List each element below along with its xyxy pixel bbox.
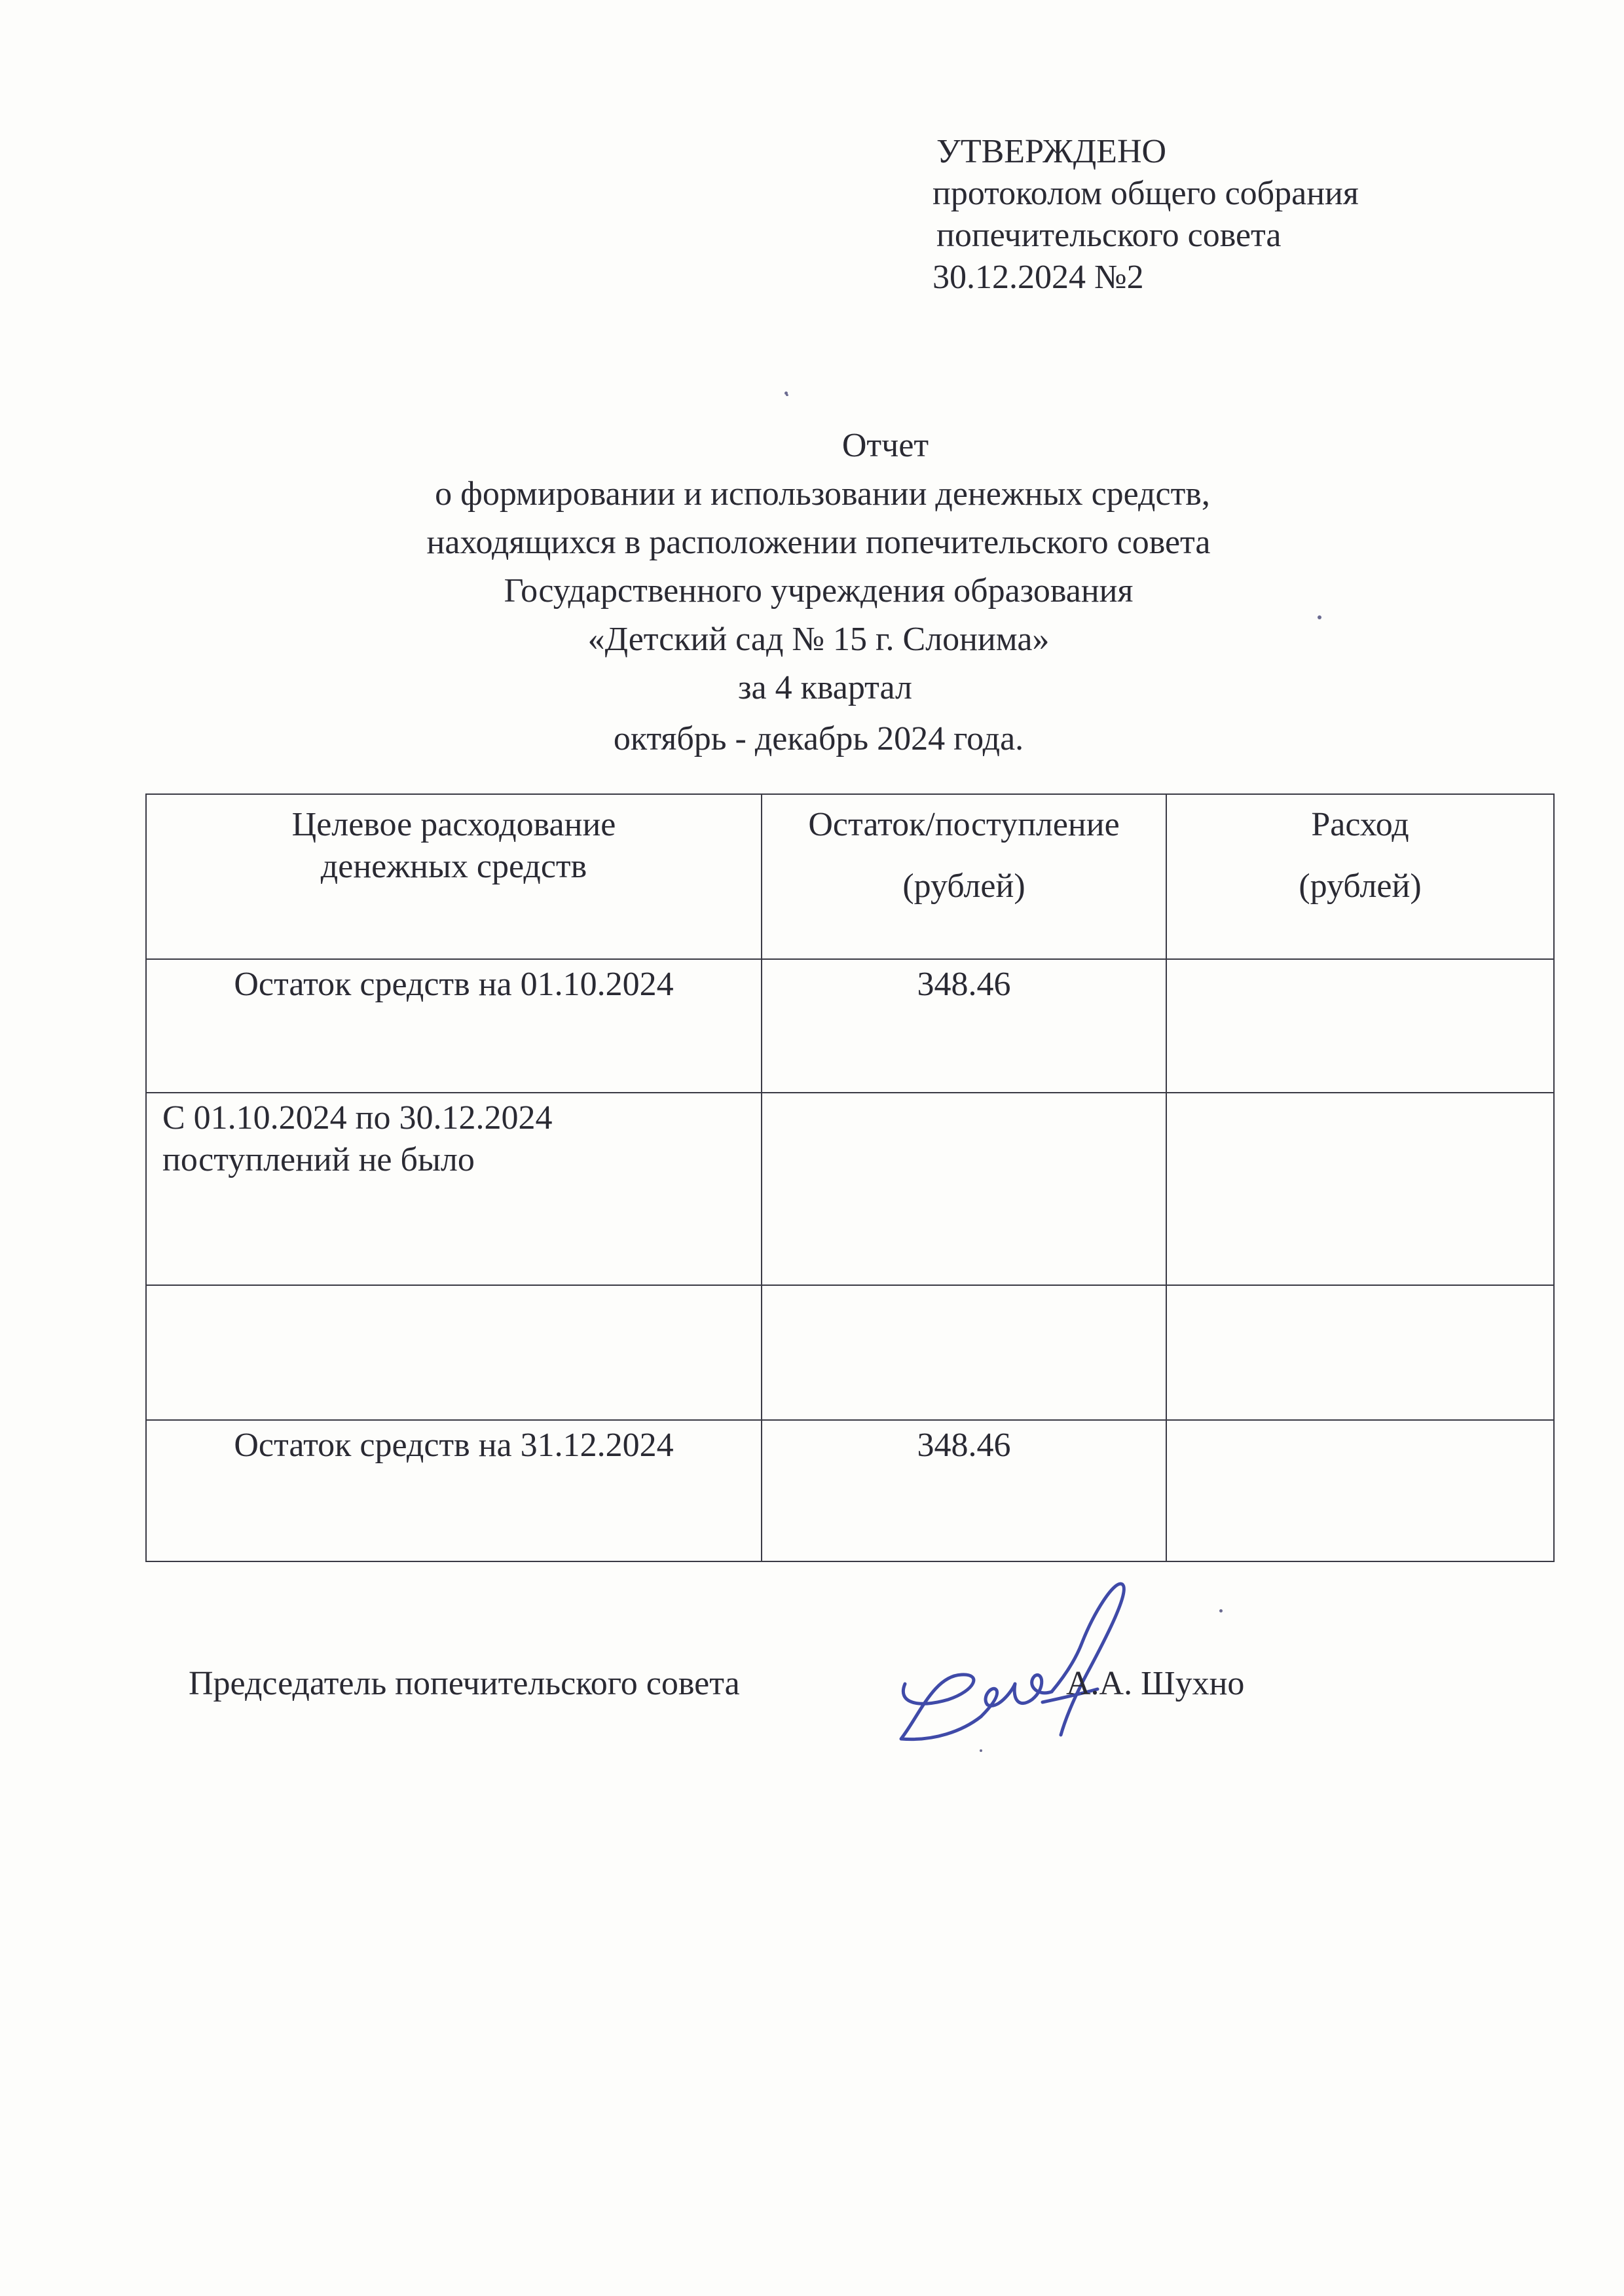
scan-speck xyxy=(980,1749,982,1752)
header-expense-unit: (рублей) xyxy=(1299,867,1422,905)
row1-purpose: Остаток средств на 01.10.2024 xyxy=(146,959,762,1093)
header-income-line1: Остаток/поступление xyxy=(808,806,1120,843)
row2-expense xyxy=(1166,1093,1554,1285)
header-purpose-line1: Целевое расходование xyxy=(291,806,616,843)
handwritten-signature xyxy=(871,1545,1159,1768)
scan-speck xyxy=(1219,1609,1223,1613)
title-line-5: «Детский сад № 15 г. Слонима» xyxy=(587,621,1050,658)
row4-expense xyxy=(1166,1420,1554,1561)
title-line-1: Отчет xyxy=(841,427,929,464)
approval-stamp xyxy=(932,131,1522,299)
approval-date-line: 30.12.2024 №2 xyxy=(932,259,1144,296)
row3-income xyxy=(762,1285,1166,1420)
header-income xyxy=(762,794,1166,959)
header-expense-line1: Расход xyxy=(1311,806,1409,843)
row3-purpose xyxy=(146,1285,762,1420)
report-table xyxy=(145,793,1555,1562)
row2-purpose xyxy=(146,1093,762,1285)
chairman-name: А.А. Шухно xyxy=(1066,1665,1245,1702)
row1-income: 348.46 xyxy=(762,959,1166,1093)
row2-income xyxy=(762,1093,1166,1285)
title-line-4: Государственного учреждения образования xyxy=(504,572,1134,610)
title-line-3: находящихся в расположении попечительского совета xyxy=(426,524,1211,561)
header-income-unit: (рублей) xyxy=(902,867,1025,905)
row2-purpose-line1: С 01.10.2024 по 30.12.2024 xyxy=(162,1099,553,1137)
title-line-2: о формировании и использовании денежных средств, xyxy=(435,475,1210,513)
row3-expense xyxy=(1166,1285,1554,1420)
table-row xyxy=(146,1420,1554,1561)
row4-purpose: Остаток средств на 31.12.2024 xyxy=(146,1420,762,1561)
title-line-7: октябрь - декабрь 2024 года. xyxy=(613,720,1024,757)
header-purpose xyxy=(146,794,762,959)
header-purpose-line2: денежных средств xyxy=(320,848,587,885)
approval-protocol-line: протоколом общего собрания xyxy=(932,175,1359,212)
chairman-title: Председатель попечительского совета xyxy=(189,1665,740,1702)
header-expense xyxy=(1166,794,1554,959)
row1-expense xyxy=(1166,959,1554,1093)
table-row xyxy=(146,1093,1554,1285)
row2-purpose-line2: поступлений не было xyxy=(162,1141,475,1178)
table-header-row xyxy=(146,794,1554,959)
scan-speck xyxy=(786,394,788,396)
table-row xyxy=(146,1285,1554,1420)
table-row xyxy=(146,959,1554,1093)
title-line-6: за 4 квартал xyxy=(738,669,912,706)
approval-heading: УТВЕРЖДЕНО xyxy=(936,133,1167,170)
row4-income: 348.46 xyxy=(762,1420,1166,1561)
scan-speck xyxy=(1318,615,1321,619)
approval-council-line: попечительского совета xyxy=(936,217,1282,254)
